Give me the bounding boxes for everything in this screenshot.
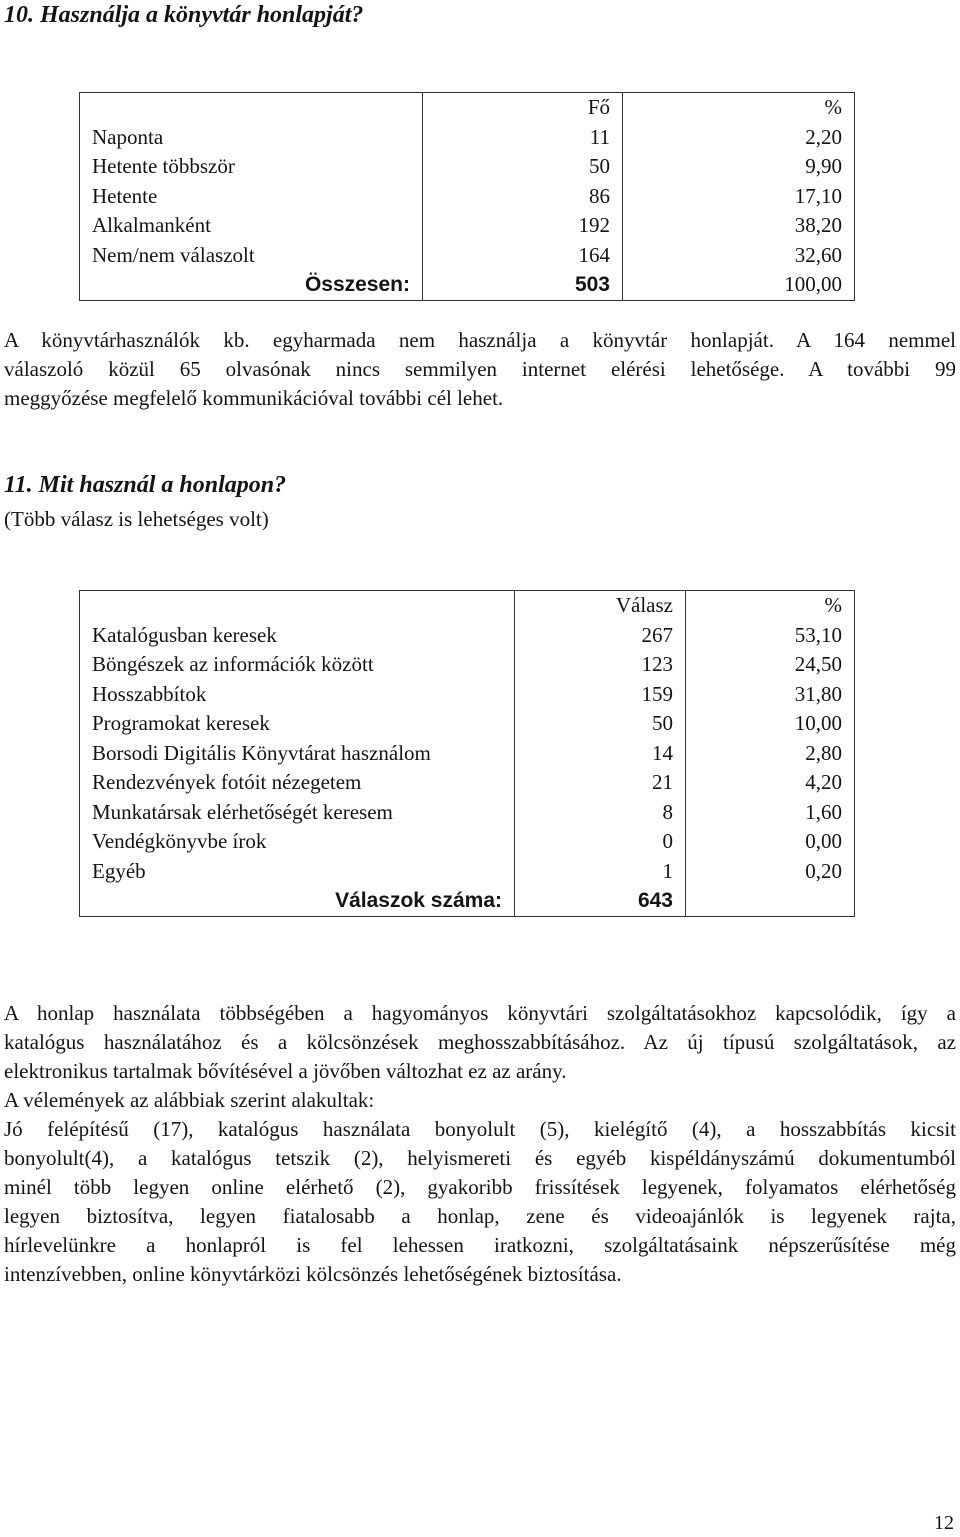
row-label: Munkatársak elérhetőségét keresem: [80, 798, 515, 828]
row-count: 0: [515, 827, 686, 857]
row-count: 21: [515, 768, 686, 798]
row-count: 11: [423, 123, 623, 153]
paragraph-line: válaszoló közül 65 olvasónak nincs semmilyen internet elérési lehetősége. A további 99: [4, 357, 956, 381]
section-11-paragraph: [4, 999, 956, 1289]
row-percent: 24,50: [686, 650, 855, 680]
row-label: Böngészek az információk között: [80, 650, 515, 680]
total-count: 503: [423, 270, 623, 300]
table-row: [80, 739, 855, 769]
table-total-row: [80, 886, 855, 916]
row-count: 1: [515, 857, 686, 887]
paragraph-line: A honlap használata többségében a hagyományos könyvtári szolgáltatásokhoz kapcsolódik, így a: [4, 1001, 956, 1025]
section-11-title: 11. Mit használ a honlapon?: [4, 472, 287, 498]
row-label: Rendezvények fotóit nézegetem: [80, 768, 515, 798]
row-count: 123: [515, 650, 686, 680]
column-header-percent: %: [686, 591, 855, 621]
paragraph-line: hírlevelünkre a honlapról is fel lehessen iratkozni, szolgáltatásaink népszerűsítése még: [4, 1233, 956, 1257]
total-count: 643: [515, 886, 686, 916]
row-count: 159: [515, 680, 686, 710]
table-row: [80, 709, 855, 739]
table-row: [80, 182, 855, 212]
table-row: [80, 650, 855, 680]
row-percent: 2,20: [623, 123, 855, 153]
website-features-table: [79, 590, 855, 917]
paragraph-line: A vélemények az alábbiak szerint alakultak:: [4, 1088, 375, 1112]
row-percent: 31,80: [686, 680, 855, 710]
section-11-note: (Több válasz is lehetséges volt): [4, 507, 269, 531]
row-percent: 38,20: [623, 211, 855, 241]
paragraph-line: minél több legyen online elérhető (2), gyakoribb frissítések legyenek, folyamatos elérhetőség: [4, 1175, 956, 1199]
table-row: [80, 621, 855, 651]
row-percent: 10,00: [686, 709, 855, 739]
row-count: 164: [423, 241, 623, 271]
table-row: [80, 827, 855, 857]
row-label: Vendégkönyvbe írok: [80, 827, 515, 857]
row-count: 50: [515, 709, 686, 739]
paragraph-line: intenzívebben, online könyvtárközi kölcsönzés lehetőségének biztosítása.: [4, 1262, 622, 1286]
row-label: Programokat keresek: [80, 709, 515, 739]
row-count: 86: [423, 182, 623, 212]
table-row: [80, 857, 855, 887]
paragraph-line: A könyvtárhasználók kb. egyharmada nem használja a könyvtár honlapját. A 164 nemmel: [4, 328, 956, 352]
table-row: [80, 798, 855, 828]
table-header-row: [80, 591, 855, 621]
table-row: [80, 123, 855, 153]
row-percent: 53,10: [686, 621, 855, 651]
row-label: Hetente többször: [80, 152, 423, 182]
paragraph-line: elektronikus tartalmak bővítésével a jövőben változhat ez az arány.: [4, 1059, 567, 1083]
row-percent: 0,00: [686, 827, 855, 857]
paragraph-line: bonyolult(4), a katalógus tetszik (2), helyismereti és egyéb kispéldányszámú dokumentumból: [4, 1146, 956, 1170]
column-header-answers: Válasz: [515, 591, 686, 621]
total-label: Válaszok száma:: [80, 886, 515, 916]
row-percent: 4,20: [686, 768, 855, 798]
table-row: [80, 241, 855, 271]
row-label: Alkalmanként: [80, 211, 423, 241]
paragraph-line: legyen biztosítva, legyen fiatalosabb a honlap, zene és videoajánlók is legyenek rajta,: [4, 1204, 956, 1228]
section-10-title: 10. Használja a könyvtár honlapját?: [4, 2, 364, 28]
total-label: Összesen:: [80, 270, 423, 300]
column-header-percent: %: [623, 93, 855, 123]
row-percent: 1,60: [686, 798, 855, 828]
table-row: [80, 152, 855, 182]
table-row: [80, 680, 855, 710]
row-count: 192: [423, 211, 623, 241]
total-percent: 100,00: [623, 270, 855, 300]
section-10-paragraph: [4, 326, 956, 413]
table-total-row: [80, 270, 855, 300]
row-percent: 2,80: [686, 739, 855, 769]
row-label: Katalógusban keresek: [80, 621, 515, 651]
website-usage-table: [79, 92, 855, 301]
table-header-row: [80, 93, 855, 123]
total-percent: [686, 886, 855, 916]
row-percent: 32,60: [623, 241, 855, 271]
paragraph-line: katalógus használatához és a kölcsönzések meghosszabbításához. Az új típusú szolgáltatások, az: [4, 1030, 956, 1054]
row-percent: 17,10: [623, 182, 855, 212]
row-label: Borsodi Digitális Könyvtárat használom: [80, 739, 515, 769]
row-label: Hosszabbítok: [80, 680, 515, 710]
paragraph-line: meggyőzése megfelelő kommunikációval további cél lehet.: [4, 386, 504, 410]
row-count: 50: [423, 152, 623, 182]
row-label: Hetente: [80, 182, 423, 212]
row-label: Nem/nem válaszolt: [80, 241, 423, 271]
row-label: Naponta: [80, 123, 423, 153]
page-number: 12: [934, 1512, 954, 1534]
table-row: [80, 768, 855, 798]
row-count: 8: [515, 798, 686, 828]
row-percent: 9,90: [623, 152, 855, 182]
paragraph-line: Jó felépítésű (17), katalógus használata bonyolult (5), kielégítő (4), a hosszabbítás kicsit: [4, 1117, 956, 1141]
row-count: 14: [515, 739, 686, 769]
table-row: [80, 211, 855, 241]
row-label: Egyéb: [80, 857, 515, 887]
row-percent: 0,20: [686, 857, 855, 887]
row-count: 267: [515, 621, 686, 651]
column-header-count: Fő: [423, 93, 623, 123]
